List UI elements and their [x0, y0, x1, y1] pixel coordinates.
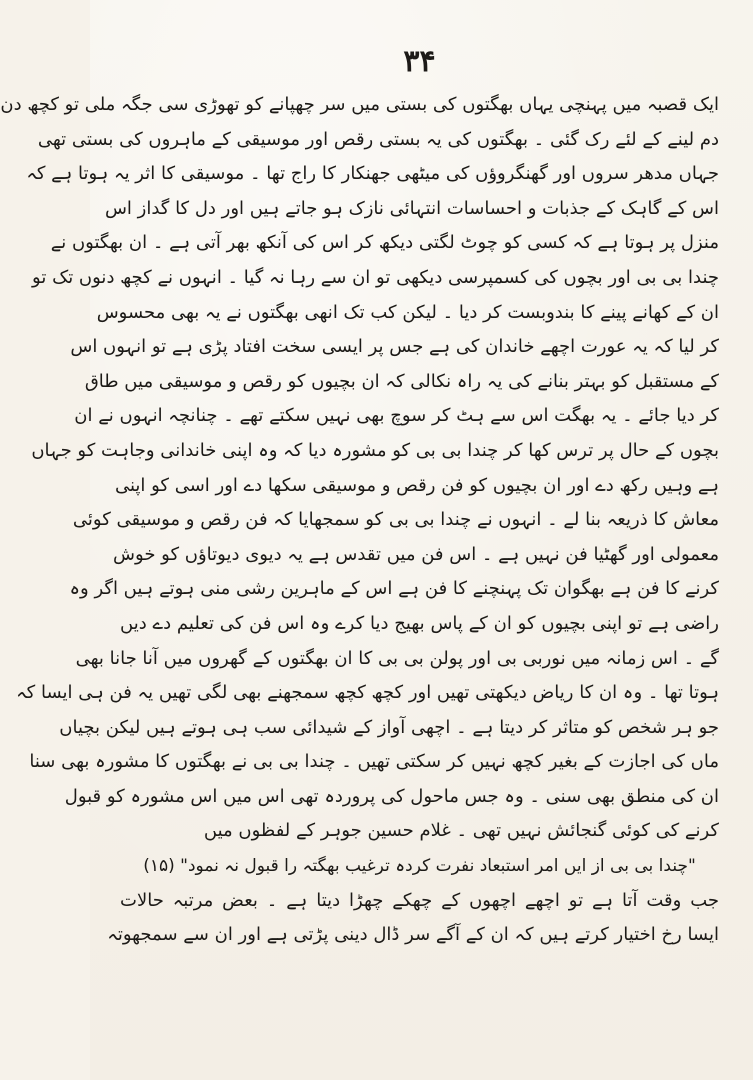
text-line: راضی ہے تو اپنی بچیوں کو ان کے پاس بھیج دیا کرے وہ اس فن کی تعلیم دے دیں: [120, 612, 719, 634]
text-line: منزل پر ہوتا ہے کہ کسی کو چوٹ لگتی دیکھ کر اس کی آنکھ بھر آتی ہے ۔ ان بھگتوں نے: [50, 232, 719, 254]
text-line: جب وقت آتا ہے تو اچھے اچھوں کے چھکے چھڑا دیتا ہے ۔ بعض مرتبہ حالات: [120, 889, 719, 911]
text-line: ہے وہیں رکھ دے اور ان بچیوں کو فن رقص و موسیقی سکھا دے اور اسی کو اپنی: [114, 474, 719, 496]
text-line: ہوتا تھا ۔ وہ ان کا ریاض دیکھتی تھیں اور کچھ کچھ سمجھنے بھی لگی تھیں یہ فن ہی ایسا کہ: [16, 682, 719, 704]
text-line: ماں کی اجازت کے بغیر کچھ نہیں کر سکتی تھیں ۔ چندا بی بی نے بھگتوں کا مشورہ بھی سنا: [29, 751, 719, 773]
text-line: ان کے کھانے پینے کا بندوبست کر دیا ۔ لیکن کب تک انھی بھگتوں نے یہ بھی محسوس: [96, 301, 719, 323]
text-line: کر دیا جائے ۔ یہ بھگت اس سے ہٹ کر سوچ بھی نہیں سکتے تھے ۔ چنانچہ انہوں نے ان: [74, 405, 719, 427]
text-line: جہاں مدھر سروں اور گھنگروؤں کی میٹھی جھنکار کا راج تھا ۔ موسیقی کا اثر یہ ہوتا ہے کہ: [26, 163, 719, 185]
text-line: ایک قصبہ میں پہنچی یہاں بھگتوں کی بستی میں سر چھپانے کو تھوڑی سی جگہ ملی تو کچھ دن: [0, 94, 719, 115]
text-line: ان کی منطق بھی سنی ۔ وہ جس ماحول کی پروردہ تھی اس میں اس مشورہ کو قبول: [64, 785, 719, 807]
text-line: اس کے گاہک کے جذبات و احساسات انتہائی نازک ہو جاتے ہیں اور دل کا گداز اس: [104, 197, 719, 219]
text-line: دم لینے کے لئے رک گئی ۔ بھگتوں کی یہ بستی رقص اور موسیقی کے ماہروں کی بستی تھی: [37, 128, 719, 150]
text-line: کر لیا کہ یہ عورت اچھے خاندان کی ہے جس پر ایسی سخت افتاد پڑی ہے تو انہوں اس: [70, 336, 719, 358]
text-line: چندا بی بی اور بچوں کی کسمپرسی دیکھی تو ان سے رہا نہ گیا ۔ انہوں نے کچھ دنوں تک تو: [32, 266, 719, 288]
body-text: [0, 88, 719, 953]
text-line: جو ہر شخص کو متاثر کر دیتا ہے ۔ اچھی آواز کے شیدائی سب ہی ہوتے ہیں لیکن بچیاں: [59, 716, 719, 738]
text-line: ایسا رخ اختیار کرتے ہیں کہ ان کے آگے سر ڈال دینی پڑتی ہے اور ان سے سمجھوتہ: [107, 924, 719, 946]
text-line: معمولی اور گھٹیا فن نہیں ہے ۔ اس فن میں تقدس ہے یہ دیوی دیوتاؤں کو خوش: [113, 543, 719, 565]
text-line: کے مستقبل کو بہتر بنانے کی یہ راہ نکالی کہ ان بچیوں کو رقص و موسیقی میں طاق: [84, 370, 719, 392]
text-line: بچوں کے حال پر ترس کھا کر چندا بی بی کو مشورہ دیا کہ وہ اپنی خاندانی وجاہت کو جہاں: [31, 439, 719, 461]
page-number: ۳۴: [403, 44, 436, 79]
text-line: کرنے کا فن ہے بھگوان تک پہنچنے کا فن ہے اس کے ماہرین رشی منی ہوتے ہیں اگر وہ: [69, 578, 719, 600]
text-line: گے ۔ اس زمانہ میں نوربی بی اور پولن بی بی کا ان بھگتوں کے گھروں میں آنا جانا بھی: [75, 647, 719, 669]
text-line: معاش کا ذریعہ بنا لے ۔ انہوں نے چندا بی بی کو سمجھایا کہ فن رقص و موسیقی کوئی: [72, 509, 719, 531]
quotation-line: "چندا بی بی از ایں امر استبعاد نفرت کردہ ترغیب بھگتہ را قبول نہ نمود" (۱۵): [143, 856, 696, 877]
text-line: کرنے کی کوئی گنجائش نہیں تھی ۔ غلام حسین جوہر کے لفظوں میں: [203, 820, 719, 842]
